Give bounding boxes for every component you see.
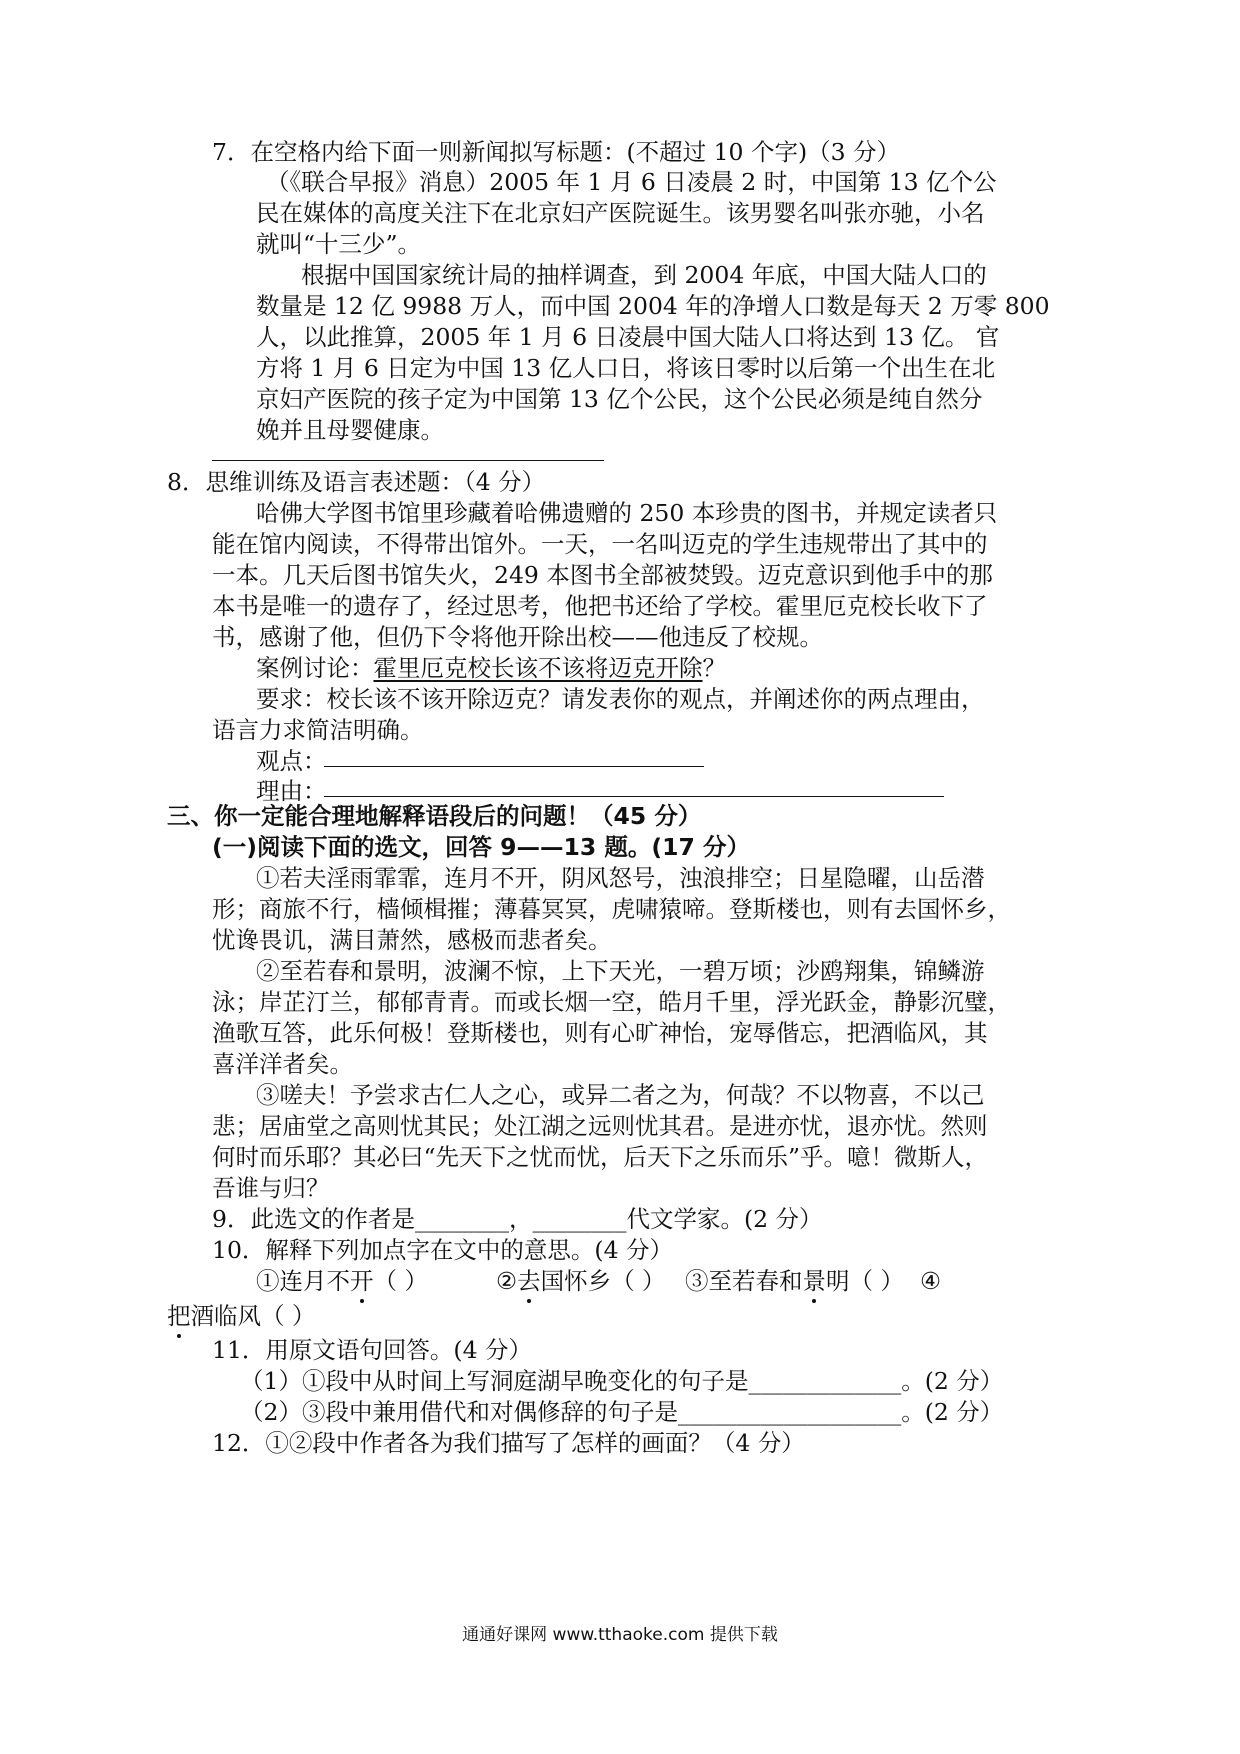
passage-line: 泳；岸芷汀兰，郁郁青青。而或长烟一空，皓月千里，浮光跃金，静影沉璧， (212, 988, 1011, 1016)
q10-item-text: ② (496, 1267, 518, 1295)
q10-item-text: （ ） (373, 1267, 428, 1295)
q10-item-text: 国怀乡（ ） (540, 1267, 666, 1295)
emphasis-dot-char: 景 (802, 1267, 826, 1295)
q7-title: 7．在空格内给下面一则新闻拟写标题：(不超过 10 个字)（3 分） (212, 138, 901, 166)
q7-answer-blank[interactable] (212, 460, 604, 461)
q7-paragraph-line: 娩并且母婴健康。 (256, 416, 444, 444)
passage-line: ③嗟夫！予尝求古仁人之心，或异二者之为，何哉？不以物喜，不以己 (256, 1081, 985, 1109)
q8-paragraph-line: 一本。几天后图书馆失火，249 本图书全部被焚毁。迈克意识到他手中的那 (212, 561, 993, 589)
q10-item (496, 1265, 666, 1297)
passage-line: ①若夫淫雨霏霏，连月不开，阴风怒号，浊浪排空；日星隐曜，山岳潜 (256, 864, 985, 892)
view-label: 观点： (256, 747, 327, 775)
emphasis-dot-char: 开 (350, 1267, 374, 1295)
q8-title: 8．思维训练及语言表述题：（4 分） (167, 468, 546, 496)
q10-item-text: ①连月不 (256, 1267, 350, 1295)
passage-line: 悲；居庙堂之高则忧其民；处江湖之远则忧其君。是进亦忧，退亦忧。然则 (212, 1112, 988, 1140)
passage-line: 渔歌互答，此乐何极！登斯楼也，则有心旷神怡，宠辱偕忘，把酒临风，其 (212, 1019, 988, 1047)
q8-paragraph-line: 本书是唯一的遗存了，经过思考，他把书还给了学校。霍里厄克校长收下了 (212, 592, 988, 620)
q11-title: 11．用原文语句回答。(4 分） (212, 1336, 532, 1364)
q7-paragraph-line: （《联合早报》消息）2005 年 1 月 6 日凌晨 2 时，中国第 13 亿个公 (266, 168, 997, 196)
case-question: 霍里厄克校长该不该将迈克开除 (373, 654, 703, 682)
passage-line: 吾谁与归？ (212, 1174, 330, 1202)
q8-requirement-line: 语言力求简洁明确。 (212, 716, 424, 744)
passage-line: 喜洋洋者矣。 (212, 1050, 353, 1078)
page-footer: 通通好课网 www.tthaoke.com 提供下载 (462, 1625, 778, 1645)
q12-question: 12．①②段中作者各为我们描写了怎样的画面？（4 分） (212, 1429, 805, 1457)
q11-part-a: （1）①段中从时间上写洞庭湖早晚变化的句子是_____________。(2 分） (240, 1367, 1004, 1395)
q10-item (256, 1265, 428, 1297)
passage-line: 何时而乐耶？其必曰“先天下之忧而忧，后天下之乐而乐”乎。噫！微斯人， (212, 1143, 989, 1171)
q7-paragraph-line: 人，以此推算，2005 年 1 月 6 日凌晨中国大陆人口将达到 13 亿。 官 (256, 323, 1000, 351)
reason-label: 理由： (256, 777, 327, 805)
passage-line: 忧谗畏讥，满目萧然，感极而悲者矣。 (212, 926, 612, 954)
case-label: 案例讨论： (256, 654, 374, 682)
q8-paragraph-line: 能在馆内阅读，不得带出馆外。一天，一名叫迈克的学生违规带出了其中的 (212, 530, 988, 558)
q10-item-wrap (167, 1300, 315, 1332)
passage-line: ②至若春和景明，波澜不惊，上下天光，一碧万顷；沙鸥翔集，锦鳞游 (256, 957, 985, 985)
q10-item (685, 1265, 904, 1297)
section-three-title: 三、你一定能合理地解释语段后的问题！（45 分） (167, 802, 702, 830)
q7-paragraph-line: 就叫“十三少”。 (256, 230, 422, 258)
q10-item-text: 明（ ） (826, 1267, 904, 1295)
emphasis-dot-char: 把 (167, 1302, 191, 1330)
emphasis-dot-char: 去 (517, 1267, 541, 1295)
q7-paragraph-line: 民在媒体的高度关注下在北京妇产医院诞生。该男婴名叫张亦驰，小名 (256, 199, 985, 227)
q10-title: 10．解释下列加点字在文中的意思。(4 分） (212, 1236, 673, 1264)
q10-item: ④ (920, 1267, 942, 1295)
q7-paragraph-line: 京妇产医院的孩子定为中国第 13 亿个公民，这个公民必须是纯自然分 (256, 385, 983, 413)
q8-paragraph-line: 书，感谢了他，但仍下令将他开除出校——他违反了校规。 (212, 623, 823, 651)
passage-line: 形；商旅不行，樯倾楫摧；薄暮冥冥，虎啸猿啼。登斯楼也，则有去国怀乡， (212, 895, 1011, 923)
q8-requirement-line: 要求：校长该不该开除迈克？请发表你的观点，并阐述你的两点理由， (256, 685, 985, 713)
q9-question: 9．此选文的作者是________，________代文学家。(2 分） (212, 1205, 823, 1233)
q10-item-text: ③至若春和 (685, 1267, 803, 1295)
q11-part-b: （2）③段中兼用借代和对偶修辞的句子是___________________。(2 分） (240, 1398, 1004, 1426)
view-answer-blank[interactable] (324, 766, 704, 767)
q8-case-discussion (256, 652, 726, 684)
reason-answer-blank[interactable] (324, 796, 944, 797)
q7-paragraph-line: 数量是 12 亿 9988 万人，而中国 2004 年的净增人口数是每天 2 万零 800 (256, 292, 1050, 320)
q7-paragraph-line: 根据中国国家统计局的抽样调查，到 2004 年底，中国大陆人口的 (301, 261, 987, 289)
q10-item-text: 酒临风（ ） (190, 1302, 316, 1330)
q8-paragraph-line: 哈佛大学图书馆里珍藏着哈佛遗赠的 250 本珍贵的图书，并规定读者只 (256, 499, 998, 527)
case-end: ？ (702, 654, 726, 682)
q7-paragraph-line: 方将 1 月 6 日定为中国 13 亿人口日，将该日零时以后第一个出生在北 (256, 354, 996, 382)
section-three-subtitle: (一)阅读下面的选文，回答 9——13 题。(17 分） (212, 833, 751, 861)
